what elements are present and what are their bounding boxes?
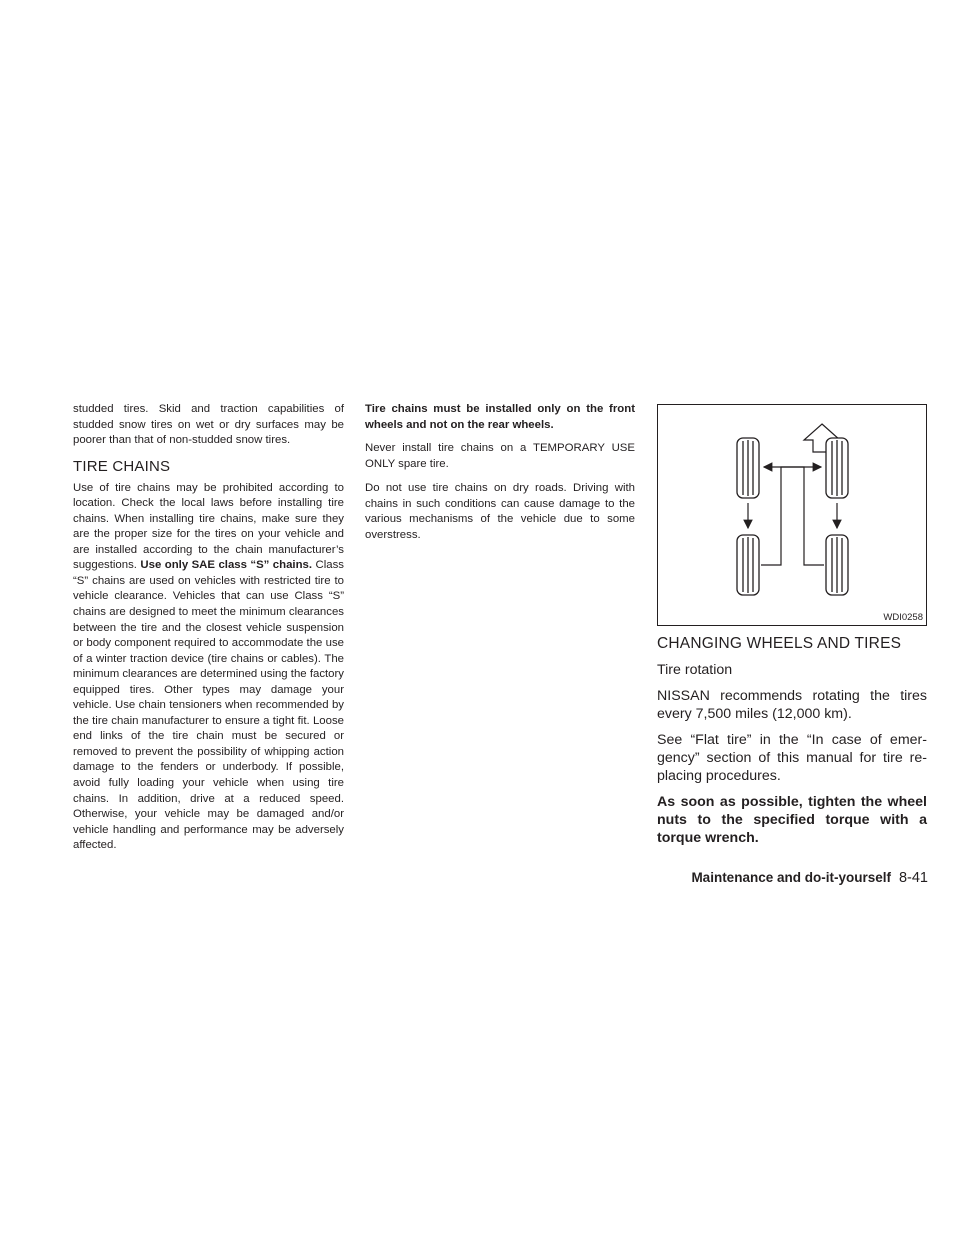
torque-warning: As soon as possible, tighten the wheel nuts to the specified torque with a torque wrench. (657, 794, 927, 846)
sae-chains-emphasis: Use only SAE class “S” chains. (140, 559, 313, 572)
column-right (657, 402, 927, 855)
tire-chains-paragraph (73, 481, 344, 854)
column-left (73, 402, 344, 863)
tire-rotation-subheading: Tire rotation (657, 662, 733, 678)
front-right-tire-icon (826, 438, 848, 498)
spare-tire-paragraph: Never install tire chains on a TEMPORARY USE ONLY spare tire. (365, 442, 635, 470)
changing-wheels-heading: CHANGING WHEELS AND TIRES (657, 635, 902, 652)
flat-tire-reference-paragraph: See “Flat tire” in the “In case of emergency” section of this manual for tire replacing procedures. (657, 732, 927, 784)
tire-rotation-figure (657, 404, 927, 626)
dry-roads-paragraph: Do not use tire chains on dry roads. Driving with chains in such conditions can cause damage to the various mechanisms of the vehicle due to some overstress. (365, 482, 635, 541)
page-footer (560, 870, 928, 886)
rear-right-tire-icon (826, 535, 848, 595)
tire-chains-heading: TIRE CHAINS (73, 457, 171, 475)
rear-left-tire-icon (737, 535, 759, 595)
tire-chains-text-a: Use of tire chains may be prohibited according to location. Check the local laws before installing tire chains. When installing tire chains, make sure they are the proper size for the tires on your vehicle and are installed according to the chain manufacturer’s suggestions. (73, 481, 344, 572)
rotation-interval-paragraph: NISSAN recommends rotating the tires every 7,500 miles (12,000 km). (657, 688, 927, 722)
figure-code: WDI0258 (883, 612, 923, 623)
tire-rotation-diagram-icon (658, 405, 926, 625)
section-title: Maintenance and do-it-yourself (691, 870, 891, 885)
column-middle (365, 402, 635, 552)
tire-chains-text-b: Class “S” chains are used on vehicles with restricted tire to vehicle clearance. Vehicles that can use Class “S” chains are designed to meet the minimum clearances between the tire and the closest vehicle suspension or body component required to accommodate the use of a winter traction device (tire chains or cables). The minimum clearances are determined using the factory equipped tires. Other types may damage your vehicle. Use chain tensioners when recommended by the tire chain manufacturer to ensure a tight fit. Loose end links of the tire chain must be secured or removed to prevent the possibility of whipping action damage to the fenders or underbody. If possible, avoid fully loading your vehicle when using tire chains. In addition, drive at a reduced speed. Otherwise, your vehicle may be damaged and/or vehicle handling and performance may be adversely affected. (73, 559, 344, 852)
page-number: 8-41 (898, 870, 928, 886)
front-left-tire-icon (737, 438, 759, 498)
front-wheels-warning: Tire chains must be installed only on the front wheels and not on the rear wheels. (365, 403, 635, 431)
intro-paragraph: studded tires. Skid and traction capabilities of studded snow tires on wet or dry surfaces may be poorer than that of non-studded snow tires. (73, 403, 344, 447)
